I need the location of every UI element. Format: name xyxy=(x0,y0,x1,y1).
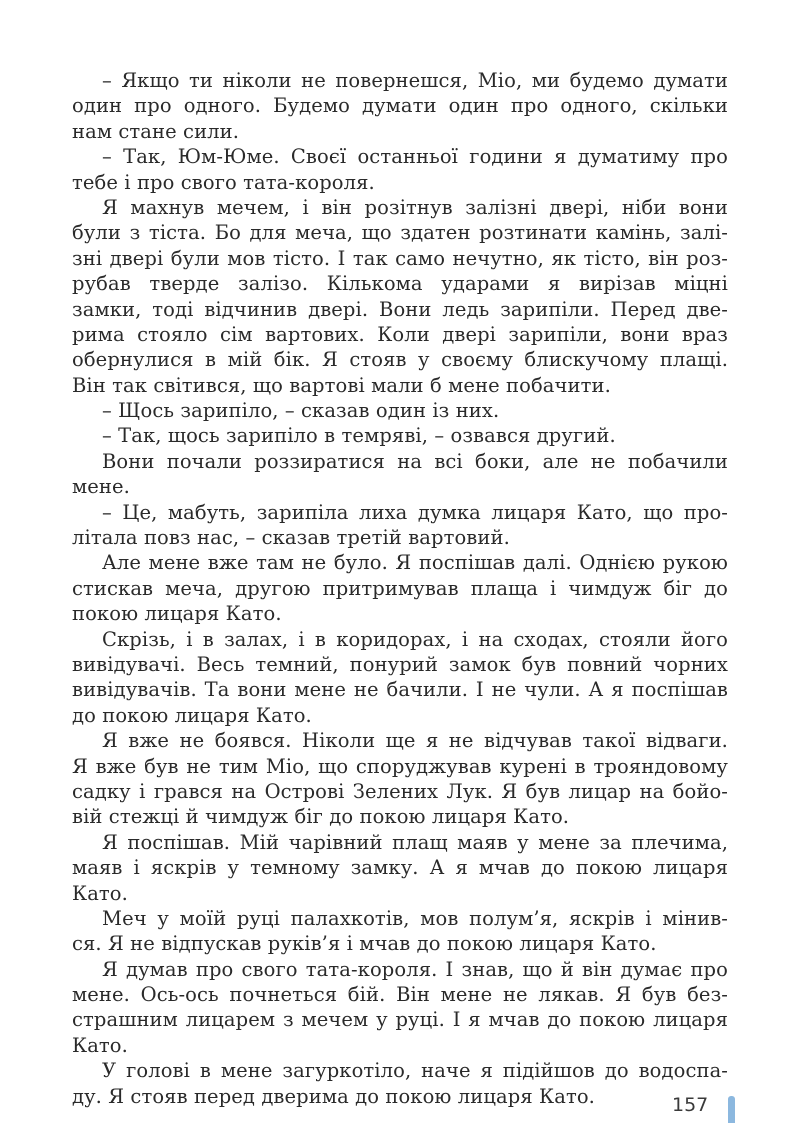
page-number: 157 xyxy=(672,1094,709,1116)
text-line: стискав меча, другою притримував плаща і чимдуж біг до xyxy=(72,576,728,600)
text-line: – Це, мабуть, зарипіла лиха думка лицаря Като, що про- xyxy=(102,500,728,524)
page-body-text xyxy=(72,68,728,1109)
text-line: Я вже не боявся. Ніколи ще я не відчував такої відваги. xyxy=(102,729,728,753)
text-line: ду. Я стояв перед дверима до покою лицаря Като. xyxy=(72,1084,595,1108)
text-line: зні двері були мов тісто. І так само нечутно, як тісто, він роз- xyxy=(72,246,728,270)
text-line: – Так, Юм-Юме. Своєї останньої години я думатиму про xyxy=(102,145,728,169)
text-line: – Якщо ти ніколи не повернешся, Міо, ми будемо думати xyxy=(102,69,728,92)
text-line: мене. xyxy=(72,475,130,499)
text-line: Като. xyxy=(72,881,128,905)
text-line: Меч у моїй руці палахкотів, мов полум’я, яскрів і мінив- xyxy=(102,906,728,930)
text-line: були з тіста. Бо для меча, що здатен розтинати камінь, залі- xyxy=(72,221,728,245)
text-line: вивідувачі. Весь темний, понурий замок був повний чорних xyxy=(72,652,728,676)
text-line: літала повз нас, – сказав третій вартовий. xyxy=(72,526,510,550)
text-line: рима стояло сім вартових. Коли двері зарипіли, вони враз xyxy=(72,322,728,346)
text-line: вивідувачів. Та вони мене не бачили. І не чули. А я поспішав xyxy=(72,678,728,702)
text-line: страшним лицарем з мечем у руці. І я мчав до покою лицаря xyxy=(72,1008,728,1032)
text-line: до покою лицаря Като. xyxy=(72,703,312,727)
text-line: мене. Ось-ось почнеться бій. Він мене не лякав. Я був без- xyxy=(72,983,728,1007)
text-line: рубав тверде залізо. Кількома ударами я вирізав міцні xyxy=(72,272,728,296)
text-line: замки, тоді відчинив двері. Вони ледь зарипіли. Перед две- xyxy=(72,297,728,321)
text-line: Вони почали роззиратися на всі боки, але не побачили xyxy=(102,449,728,473)
text-line: ся. Я не відпускав руків’я і мчав до покою лицаря Като. xyxy=(72,932,657,956)
text-line: Він так світився, що вартові мали б мене побачити. xyxy=(72,373,611,397)
text-line: Я вже був не тим Міо, що споруджував курені в трояндовому xyxy=(72,754,728,778)
text-line: Я поспішав. Мій чарівний плащ маяв у мене за плечима, xyxy=(102,830,728,854)
text-line: маяв і яскрів у темному замку. А я мчав до покою лицаря xyxy=(72,856,728,880)
text-line: – Щось зарипіло, – сказав один із них. xyxy=(102,399,500,423)
text-line: Скрізь, і в залах, і в коридорах, і на сходах, стояли його xyxy=(102,627,728,651)
page-edge-marker xyxy=(728,1096,735,1123)
text-line: Я махнув мечем, і він розітнув залізні двері, ніби вони xyxy=(102,195,728,219)
text-line: – Так, щось зарипіло в темряві, – озвався другий. xyxy=(102,424,616,448)
text-line: один про одного. Будемо думати один про одного, скільки xyxy=(72,94,728,118)
text-line: покою лицаря Като. xyxy=(72,602,282,626)
text-line: тебе і про свого тата-короля. xyxy=(72,170,375,194)
text-line: У голові в мене загуркотіло, наче я підійшов до водоспа- xyxy=(102,1059,728,1083)
text-line: садку і грався на Острові Зелених Лук. Я був лицар на бойо- xyxy=(72,779,728,803)
text-line: обернулися в мій бік. Я стояв у своєму блискучому плащі. xyxy=(72,348,728,372)
text-line: Я думав про свого тата-короля. І знав, що й він думає про xyxy=(102,957,728,981)
text-line: Като. xyxy=(72,1033,128,1057)
text-line: Але мене вже там не було. Я поспішав далі. Однією рукою xyxy=(102,551,728,575)
text-line: нам стане сили. xyxy=(72,119,240,143)
text-line: вій стежці й чимдуж біг до покою лицаря Като. xyxy=(72,805,570,829)
